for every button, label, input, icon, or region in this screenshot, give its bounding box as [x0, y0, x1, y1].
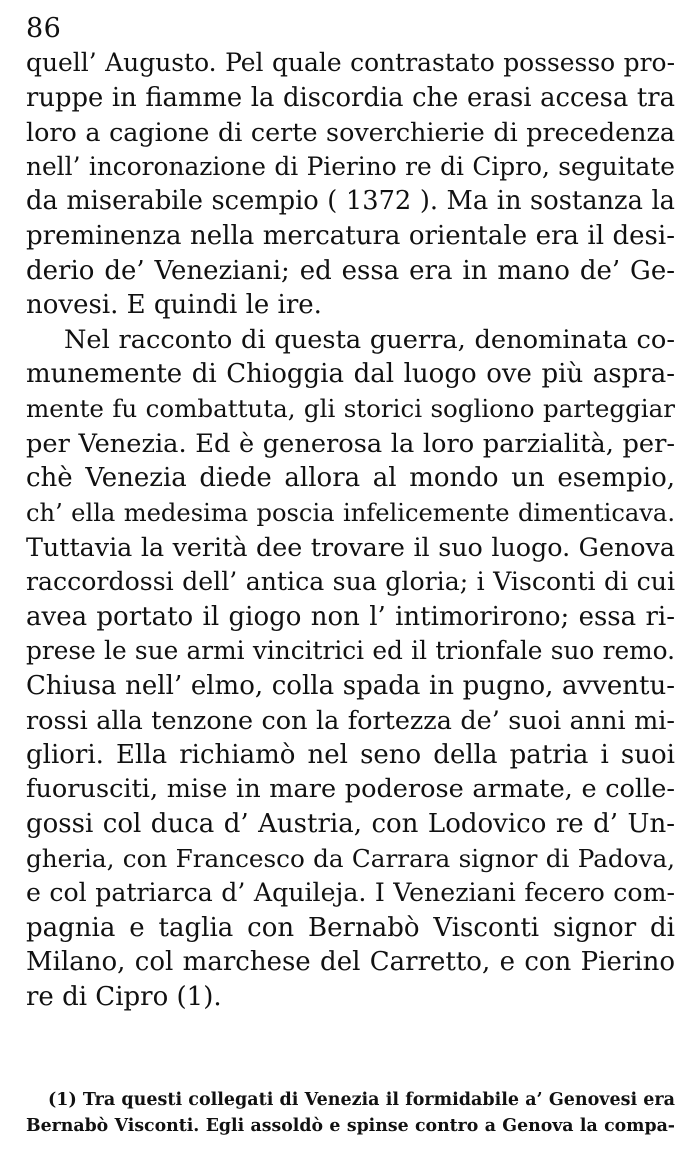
body-text — [26, 46, 675, 1015]
text-line: Milano, col marchese del Carretto, e con Pierino — [26, 947, 675, 978]
text-line: e col patriarca d’ Aquileja. I Veneziani fecero com- — [26, 878, 675, 908]
text-line: avea portato il giogo non l’ intimorirono; essa ri- — [26, 601, 675, 632]
text-line: per Venezia. Ed è generosa la loro parzialità, per- — [26, 428, 675, 459]
text-line: Chiusa nell’ elmo, colla spada in pugno, avventu- — [26, 670, 675, 701]
text-line: Tuttavia la verità dee trovare il suo luogo. Genova — [26, 532, 675, 563]
text-line: rossi alla tenzone con la fortezza de’ suoi anni mi- — [26, 705, 675, 736]
text-line: novesi. E quindi le ire. — [26, 290, 322, 321]
text-line: munemente di Chioggia dal luogo ove più aspra- — [26, 359, 675, 390]
text-line: raccordossi dell’ antica sua gloria; i Visconti di cui — [26, 566, 675, 596]
text-line: fuorusciti, mise in mare poderose armate, e colle- — [26, 774, 675, 805]
footnote-line: Bernabò Visconti. Egli assoldò e spinse contro a Genova la compa- — [26, 1116, 675, 1136]
text-line: nell’ incoronazione di Pierino re di Cipro, seguitate — [26, 151, 675, 181]
text-line: loro a cagione di certe soverchierie di precedenza — [26, 117, 675, 148]
text-line: chè Venezia diede allora al mondo un esempio, — [26, 463, 675, 494]
footnote — [26, 1087, 675, 1139]
text-line: gheria, con Francesco da Carrara signor di Padova, — [26, 843, 675, 873]
text-line: quell’ Augusto. Pel quale contrastato possesso pro- — [26, 48, 675, 77]
text-line: preminenza nella mercatura orientale era il desi- — [26, 220, 675, 251]
text-line: derio de’ Veneziani; ed essa era in mano de’ Ge- — [26, 255, 675, 286]
text-line: re di Cipro (1). — [26, 982, 222, 1013]
text-line: gliori. Ella richiamò nel seno della patria i suoi — [26, 739, 675, 770]
text-line: ch’ ella medesima poscia infelicemente dimenticava. — [26, 498, 675, 527]
text-line: ruppe in fiamme la discordia che erasi accesa tra — [26, 82, 675, 113]
footnote-line: (1) Tra questi collegati di Venezia il formidabile a’ Genovesi era — [48, 1090, 675, 1110]
text-line: mente fu combattuta, gli storici sogliono parteggiar — [26, 393, 675, 423]
text-line: prese le sue armi vincitrici ed il trionfale suo remo. — [26, 636, 675, 666]
text-line: pagnia e taglia con Bernabò Visconti signor di — [26, 912, 675, 943]
page-number: 86 — [26, 13, 62, 44]
text-line: Nel racconto di questa guerra, denominata co- — [64, 324, 675, 355]
text-line: gossi col duca d’ Austria, con Lodovico re d’ Un- — [26, 809, 675, 840]
text-line: da miserabile scempio ( 1372 ). Ma in sostanza la — [26, 186, 675, 217]
